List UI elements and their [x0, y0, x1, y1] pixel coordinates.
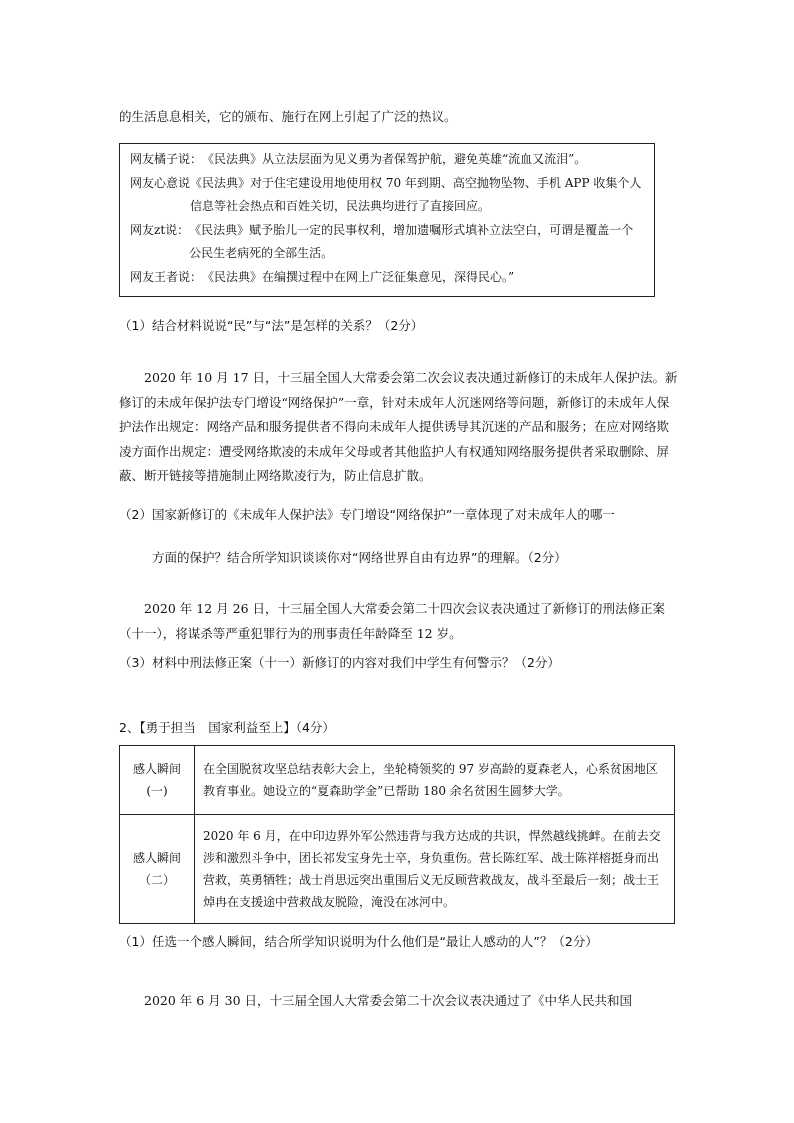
comment-text: 《民法典》在编撰过程中在网上广泛征集意见，深得民心。”	[202, 269, 515, 284]
row-label	[120, 746, 195, 815]
question-3: （3）材料中刑法修正案（十一）新修订的内容对我们中学生有何警示？（2分）	[119, 655, 560, 670]
comment-row	[130, 172, 644, 219]
comment-label: 网友王者说：	[130, 269, 203, 284]
comment-row	[130, 148, 644, 172]
table-row	[120, 815, 675, 924]
row-label-bottom: (一)	[146, 784, 168, 798]
comment-label: 网友橘子说：	[130, 152, 203, 166]
comment-row	[130, 266, 644, 290]
material-juvenile-protection: 2020 年 10 月 17 日，十三届全国人大常委会第二次会议表决通过新修订的未成年人保护法。新修订的未成年保护法专门增设“网络保护”一章，针对未成年人沉迷网络等问题，新修订的未成年人保护法作出规定：网络产品和服务提供者不得向未成年人提供诱导其沉迷的产品和服务；在应对网络欺凌方面作出规定：遭受网络欺凌的未成年父母或者其他监护人有权通知网络服务提供者采取删除、屏蔽、断开链接等措施制止网络欺凌行为，防止信息扩散。	[119, 370, 678, 483]
section-2-title: 2、【勇于担当 国家利益至上】（4分）	[119, 720, 335, 735]
comment-label: 网友zt说：	[130, 222, 190, 237]
row-label-bottom: （二）	[138, 873, 175, 887]
table-row	[120, 746, 675, 815]
row-text: 在全国脱贫攻坚总结表彰大会上，坐轮椅领奖的 97 岁高龄的夏森老人，心系贫困地区教育事业。她设立的“夏森助学金”已帮助 180 余名贫困生圆梦大学。	[195, 746, 675, 815]
question-2-line1: （2）国家新修订的《未成年人保护法》专门增设“网络保护”一章体现了对未成年人的哪一	[119, 507, 615, 522]
question-4: （1）任选一个感人瞬间，结合所学知识说明为什么他们是“最让人感动的人”？（2分）	[119, 934, 598, 949]
netizen-comments-box	[119, 143, 655, 297]
material-national-security: 2020 年 6 月 30 日，十三届全国人大常委会第二十次会议表决通过了《中华人民共和国	[144, 993, 633, 1008]
comment-text: 《民法典》赋予胎儿一定的民事权利，增加遗嘱形式填补立法空白，可谓是覆盖一个公民生老病死的全部生活。	[189, 222, 634, 260]
row-label-top: 感人瞬间	[132, 762, 181, 776]
comment-label: 网友心意说	[130, 175, 191, 190]
comment-row	[130, 219, 644, 266]
comment-text: 《民法典》对于住宅建设用地使用权 70 年到期、高空抛物坠物、手机 APP 收集个人信息等社会热点和百姓关切，民法典均进行了直接回应。	[190, 175, 642, 213]
row-label-top: 感人瞬间	[132, 851, 181, 865]
comment-text: 《民法典》从立法层面为见义勇为者保驾护航，避免英雄“流血又流泪”。	[202, 152, 587, 166]
touching-moments-table	[119, 745, 675, 924]
question-2-line2: 方面的保护？结合所学知识谈谈你对“网络世界自由有边界”的理解。（2分）	[152, 550, 567, 565]
row-text: 2020 年 6 月，在中印边界外军公然违背与我方达成的共识，悍然越线挑衅。在前去交涉和激烈斗争中，团长祁发宝身先士卒，身负重伤。营长陈红军、战士陈祥榕挺身而出营救，英勇牺牲；战士肖思远突出重围后义无反顾营救战友，战斗至最后一刻；战士王焯冉在支援途中营救战友脱险，淹没在冰河中。	[195, 815, 675, 924]
material-criminal-law: 2020 年 12 月 26 日，十三届全国人大常委会第二十四次会议表决通过了新修订的刑法修正案（十一），将谋杀等严重犯罪行为的刑事责任年龄降至 12 岁。	[119, 601, 665, 641]
intro-tail: 的生活息息相关，它的颁布、施行在网上引起了广泛的热议。	[119, 109, 457, 124]
row-label	[120, 815, 195, 924]
question-1: （1）结合材料说说“民”与“法”是怎样的关系？（2分）	[119, 318, 424, 333]
